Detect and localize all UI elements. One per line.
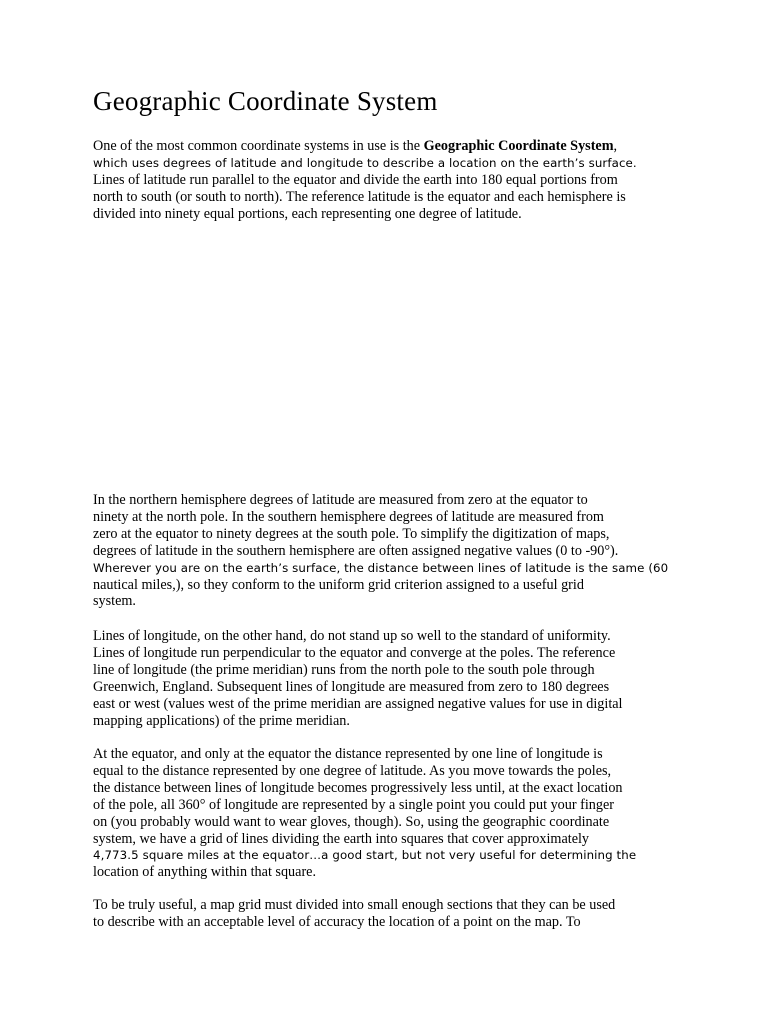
paragraph-line: to describe with an acceptable level of accuracy the location of a point on the map. To xyxy=(93,913,581,930)
paragraph-longitude xyxy=(93,628,683,729)
paragraph-line: Lines of longitude, on the other hand, do not stand up so well to the standard of uniformity. xyxy=(93,628,611,644)
paragraph-line: Greenwich, England. Subsequent lines of longitude are measured from zero to 180 degrees xyxy=(93,678,610,695)
paragraph-line: system, we have a grid of lines dividing the earth into squares that cover approximately xyxy=(93,830,590,847)
paragraph-equator xyxy=(93,746,683,881)
paragraph-line: system. xyxy=(93,593,136,610)
paragraph-line: location of anything within that square. xyxy=(93,864,317,881)
paragraph-line: equal to the distance represented by one degree of latitude. As you move towards the poles, xyxy=(93,762,612,779)
paragraph-line: At the equator, and only at the equator the distance represented by one line of longitude is xyxy=(93,746,603,762)
paragraph-line: degrees of latitude in the southern hemisphere are often assigned negative values (0 to -90°). xyxy=(93,542,619,559)
paragraph-line: Lines of latitude run parallel to the equator and divide the earth into 180 equal portions from xyxy=(93,171,618,188)
paragraph-line: 4,773.5 square miles at the equator…a good start, but not very useful for determining the xyxy=(93,848,637,863)
paragraph-latitude xyxy=(93,492,683,610)
paragraph-line: line of longitude (the prime meridian) runs from the north pole to the south pole through xyxy=(93,661,595,678)
paragraph-line xyxy=(93,138,683,155)
paragraph-line: north to south (or south to north). The reference latitude is the equator and each hemisphere is xyxy=(93,188,626,205)
paragraph-intro xyxy=(93,138,683,223)
paragraph-line: on (you probably would want to wear gloves, though). So, using the geographic coordinate xyxy=(93,813,610,830)
text-run: One of the most common coordinate systems in use is the xyxy=(93,138,424,154)
paragraph-line: zero at the equator to ninety degrees at the south pole. To simplify the digitization of maps, xyxy=(93,525,610,542)
text-run: , xyxy=(613,138,618,154)
paragraph-line: nautical miles,), so they conform to the uniform grid criterion assigned to a useful grid xyxy=(93,576,584,593)
paragraph-line: mapping applications) of the prime meridian. xyxy=(93,712,350,729)
paragraph-line: To be truly useful, a map grid must divided into small enough sections that they can be used xyxy=(93,897,616,913)
paragraph-line: Wherever you are on the earth’s surface, the distance between lines of latitude is the same (60 xyxy=(93,560,669,575)
paragraph-line: of the pole, all 360° of longitude are represented by a single point you could put your finger xyxy=(93,796,615,813)
paragraph-line: divided into ninety equal portions, each representing one degree of latitude. xyxy=(93,205,522,222)
paragraph-line: In the northern hemisphere degrees of latitude are measured from zero at the equator to xyxy=(93,492,588,508)
paragraph-line: the distance between lines of longitude becomes progressively less until, at the exact location xyxy=(93,779,623,796)
paragraph-line: east or west (values west of the prime meridian are assigned negative values for use in digital xyxy=(93,695,623,712)
page-title: Geographic Coordinate System xyxy=(93,86,438,116)
paragraph-line: Lines of longitude run perpendicular to the equator and converge at the poles. The reference xyxy=(93,644,616,661)
paragraph-map-grid xyxy=(93,897,683,931)
bold-term: Geographic Coordinate System xyxy=(423,138,614,154)
paragraph-line: ninety at the north pole. In the southern hemisphere degrees of latitude are measured from xyxy=(93,508,604,525)
paragraph-line: which uses degrees of latitude and longitude to describe a location on the earth’s surface. xyxy=(93,155,637,170)
